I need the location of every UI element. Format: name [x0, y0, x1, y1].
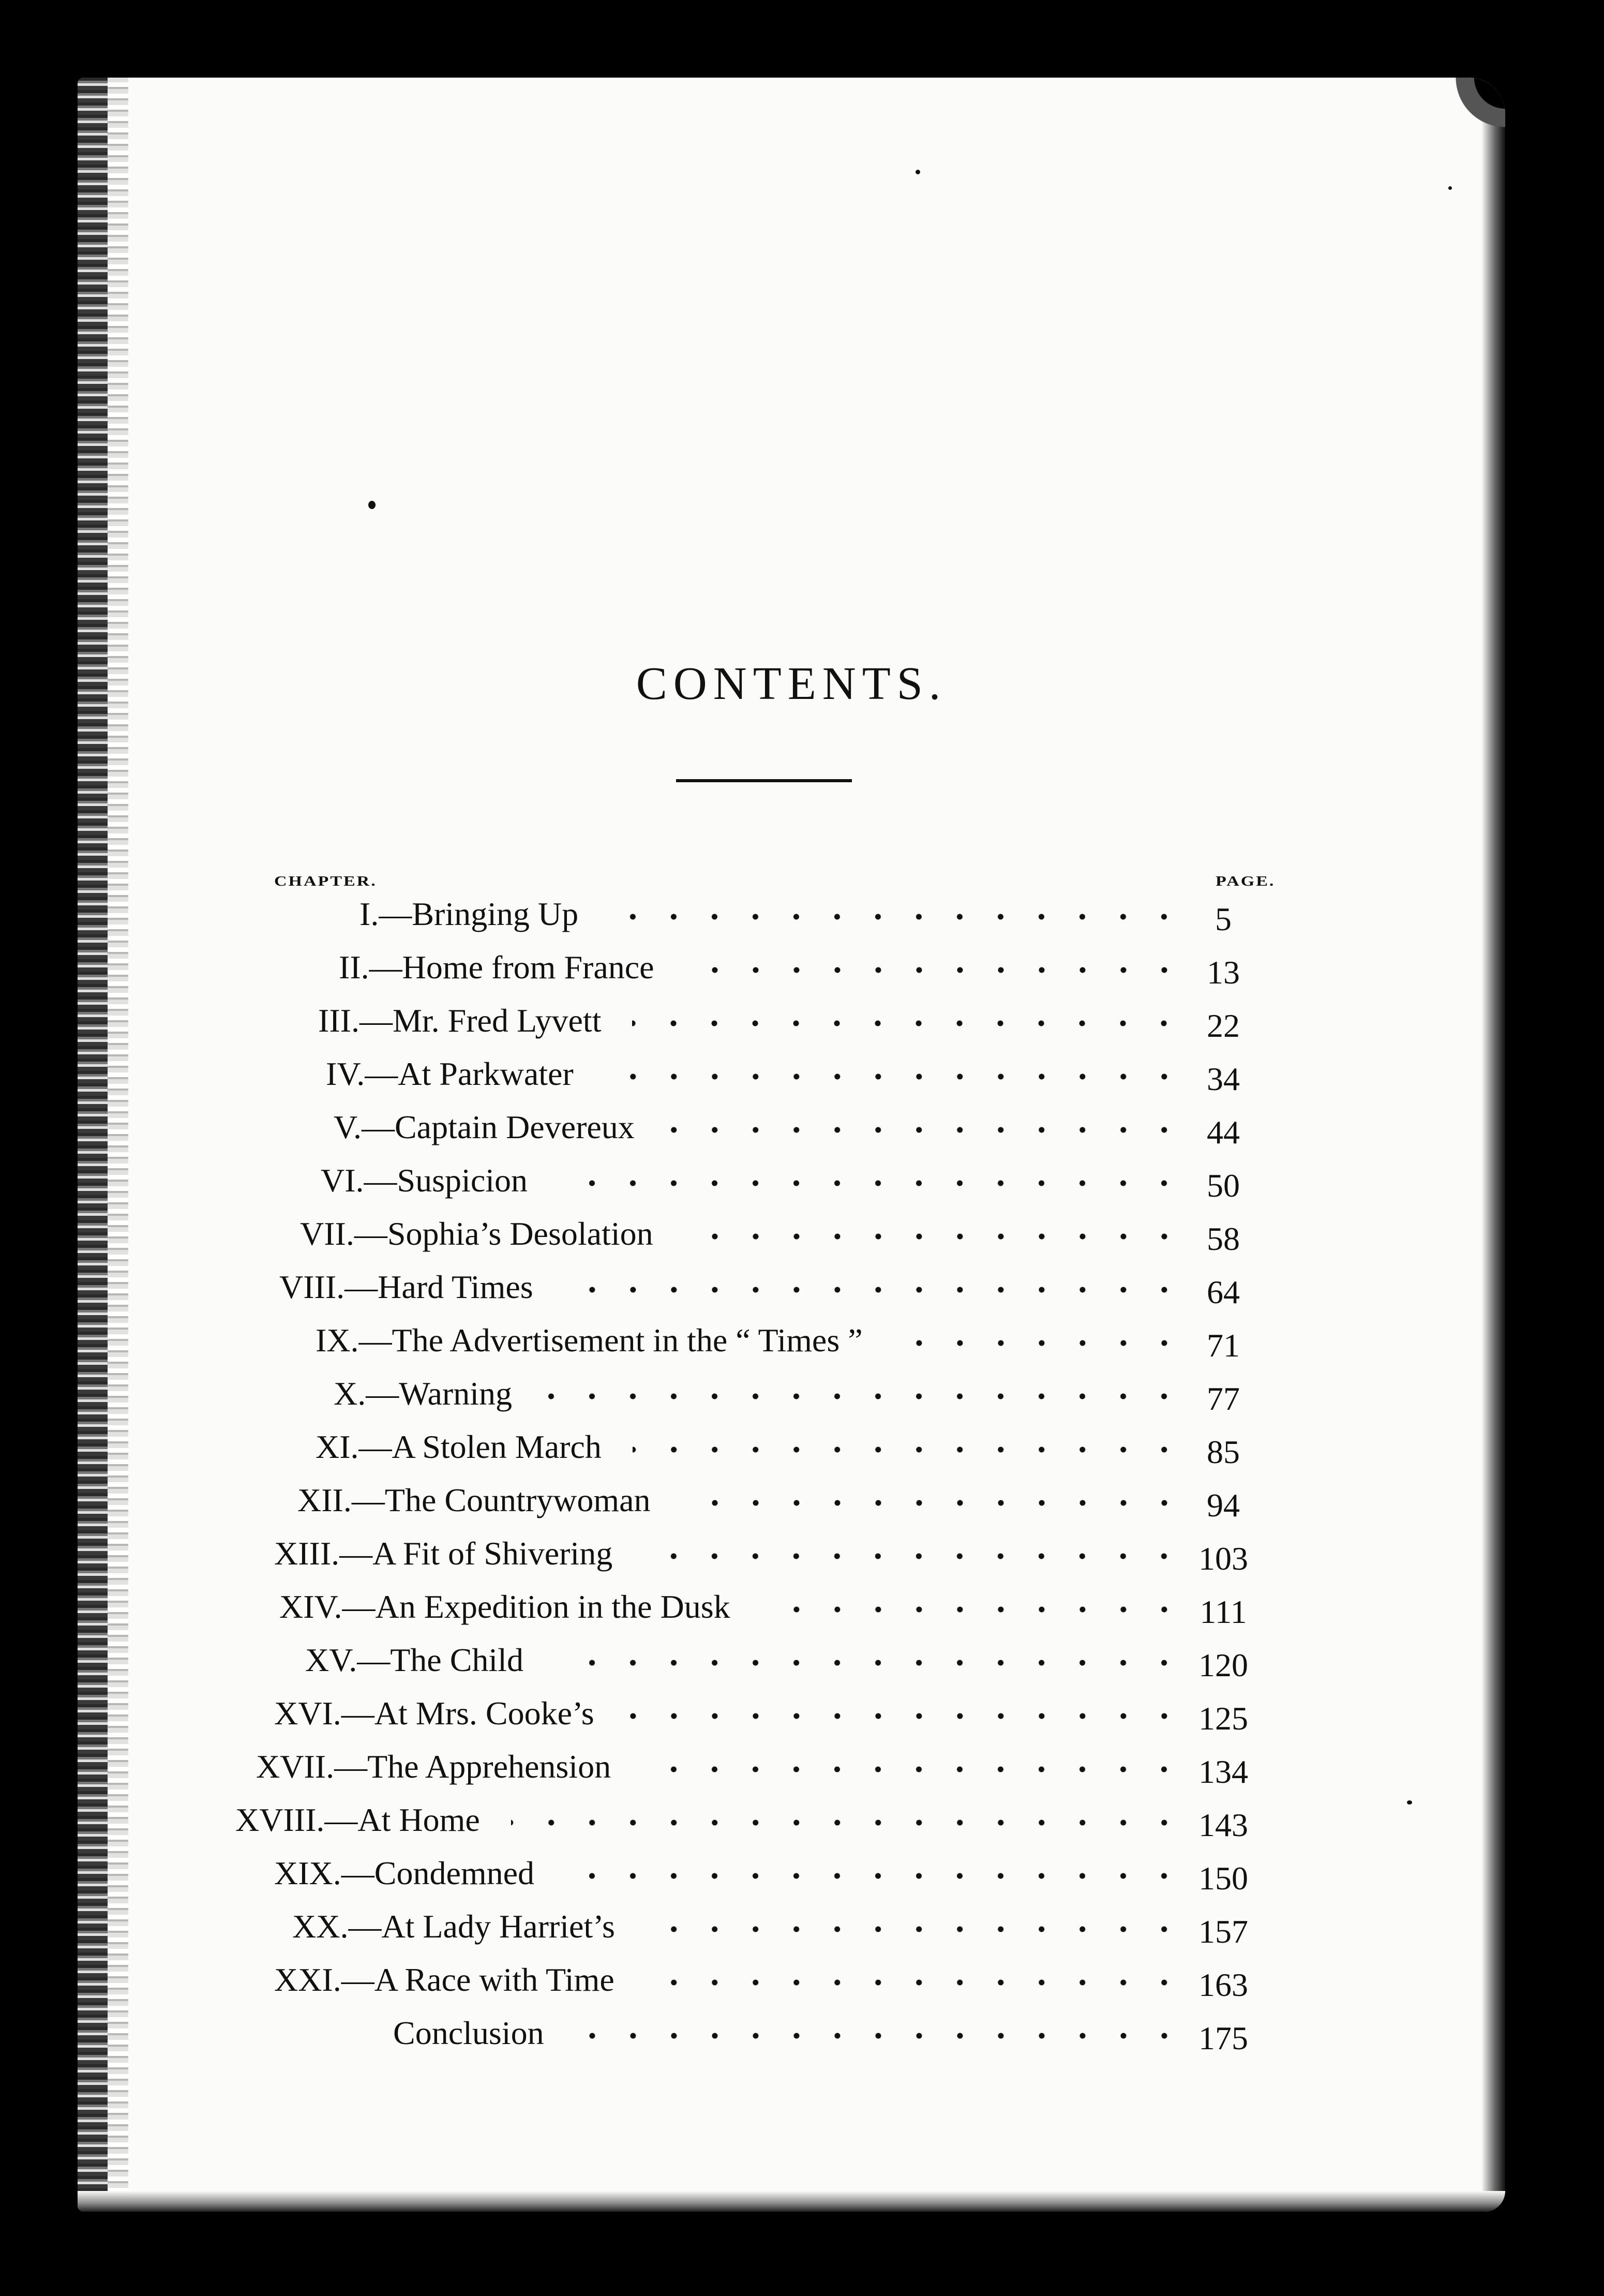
toc-entry-page: 143 [1198, 1807, 1248, 1843]
toc-entry-title: XV.—The Child [305, 1642, 523, 1678]
toc-entry-title: XIV.—An Expedition in the Dusk [279, 1588, 730, 1625]
book-page [78, 78, 1505, 2212]
toc-entry-title: II.—Home from France [339, 949, 654, 986]
leader-dots [632, 1005, 1185, 1036]
toc-entry [78, 895, 1505, 947]
leader-dots [643, 1538, 1185, 1569]
toc-entry [78, 1375, 1505, 1426]
leader-dots [564, 1271, 1185, 1302]
toc-entry-title: XII.—The Countrywoman [297, 1482, 651, 1518]
leader-dots [575, 2017, 1185, 2048]
title-rule [676, 779, 852, 782]
scan-speck [1448, 186, 1452, 190]
leader-dots [684, 1218, 1185, 1249]
toc-entry-page: 175 [1198, 2020, 1248, 2056]
toc-entry [78, 1907, 1505, 1959]
leader-dots [605, 1058, 1185, 1089]
leader-dots [894, 1324, 1185, 1355]
toc-entry [78, 948, 1505, 1000]
toc-entry-page: 77 [1207, 1380, 1240, 1417]
toc-entry-title: VIII.—Hard Times [279, 1269, 533, 1305]
toc-entry-page: 44 [1207, 1114, 1240, 1151]
toc-entry-title: XX.—At Lady Harriet’s [292, 1908, 615, 1945]
toc-entry [78, 1588, 1505, 1639]
toc-entry-page: 157 [1198, 1913, 1248, 1950]
toc-entry-title: XXI.—A Race with Time [274, 1961, 614, 1998]
toc-entry-title: Conclusion [393, 2015, 544, 2051]
toc-entry-page: 13 [1207, 954, 1240, 991]
toc-entry-title: IX.—The Advertisement in the “ Times ” [316, 1322, 863, 1359]
leader-dots [511, 1804, 1185, 1835]
toc-entry-page: 22 [1207, 1007, 1240, 1044]
leader-dots [625, 1697, 1185, 1728]
toc-entry-title: VI.—Suspicion [321, 1162, 528, 1199]
toc-entry-title: IV.—At Parkwater [326, 1055, 574, 1092]
toc-entry-title: XIX.—Condemned [274, 1855, 535, 1891]
toc-entry-title: III.—Mr. Fred Lyvett [318, 1002, 602, 1039]
toc-entry-title: XVI.—At Mrs. Cooke’s [274, 1695, 594, 1732]
toc-entry [78, 1481, 1505, 1533]
page-edge-bottom [78, 2191, 1505, 2212]
toc-entry-title: V.—Captain Devereux [334, 1109, 635, 1145]
chapter-column-header: CHAPTER. [274, 873, 377, 889]
toc-entry-page: 150 [1198, 1860, 1248, 1897]
toc-entry [78, 1002, 1505, 1053]
leader-dots [543, 1378, 1185, 1409]
toc-entry-page: 5 [1215, 901, 1232, 937]
toc-entry [78, 1055, 1505, 1107]
toc-entry-page: 85 [1207, 1434, 1240, 1470]
toc-entry-page: 163 [1198, 1966, 1248, 2003]
leader-dots [642, 1751, 1185, 1782]
leader-dots [682, 1484, 1185, 1515]
page-column-header: PAGE. [1216, 873, 1276, 889]
toc-entry [78, 1694, 1505, 1746]
page-corner-curl [1422, 78, 1505, 191]
toc-entry [78, 1161, 1505, 1213]
toc-entry-title: XI.—A Stolen March [316, 1428, 602, 1465]
leader-dots [554, 1644, 1185, 1675]
toc-entry-page: 58 [1207, 1220, 1240, 1257]
toc-entry [78, 1748, 1505, 1799]
scan-speck [1407, 1800, 1412, 1805]
leader-dots [565, 1857, 1185, 1888]
toc-entry-page: 134 [1198, 1753, 1248, 1790]
toc-entry [78, 1321, 1505, 1373]
leader-dots [761, 1591, 1185, 1622]
leader-dots [666, 1111, 1185, 1142]
toc-entry-title: XIII.—A Fit of Shivering [274, 1535, 613, 1572]
toc-entry-page: 64 [1207, 1274, 1240, 1310]
contents-title: CONTENTS. [636, 658, 947, 709]
leader-dots [685, 951, 1185, 982]
toc-entry [78, 1801, 1505, 1853]
toc-entry-title: X.—Warning [334, 1375, 512, 1412]
toc-entry-title: I.—Bringing Up [359, 896, 579, 932]
toc-entry [78, 1534, 1505, 1586]
toc-entry [78, 1268, 1505, 1320]
leader-dots [646, 1964, 1185, 1995]
toc-entry-page: 34 [1207, 1061, 1240, 1097]
toc-entry-title: XVIII.—At Home [235, 1801, 480, 1838]
toc-entry-title: VII.—Sophia’s Desolation [300, 1215, 653, 1252]
toc-entry [78, 2014, 1505, 2066]
toc-entry-page: 125 [1198, 1700, 1248, 1737]
scan-speck [368, 501, 376, 509]
leader-dots [609, 898, 1185, 929]
toc-entry-page: 111 [1200, 1593, 1247, 1630]
toc-entry [78, 1854, 1505, 1906]
toc-entry-page: 71 [1207, 1327, 1240, 1364]
toc-entry [78, 1108, 1505, 1160]
toc-entry [78, 1428, 1505, 1480]
leader-dots [559, 1165, 1185, 1196]
toc-entry-page: 50 [1207, 1167, 1240, 1204]
toc-entry-page: 94 [1207, 1487, 1240, 1524]
toc-entry [78, 1641, 1505, 1693]
leader-dots [633, 1431, 1185, 1462]
scan-speck [916, 170, 920, 174]
toc-entry-page: 103 [1198, 1540, 1248, 1577]
toc-entry-page: 120 [1198, 1647, 1248, 1683]
toc-entry-title: XVII.—The Apprehension [256, 1748, 611, 1785]
leader-dots [646, 1911, 1185, 1942]
toc-entry [78, 1215, 1505, 1266]
toc-entry [78, 1961, 1505, 2012]
